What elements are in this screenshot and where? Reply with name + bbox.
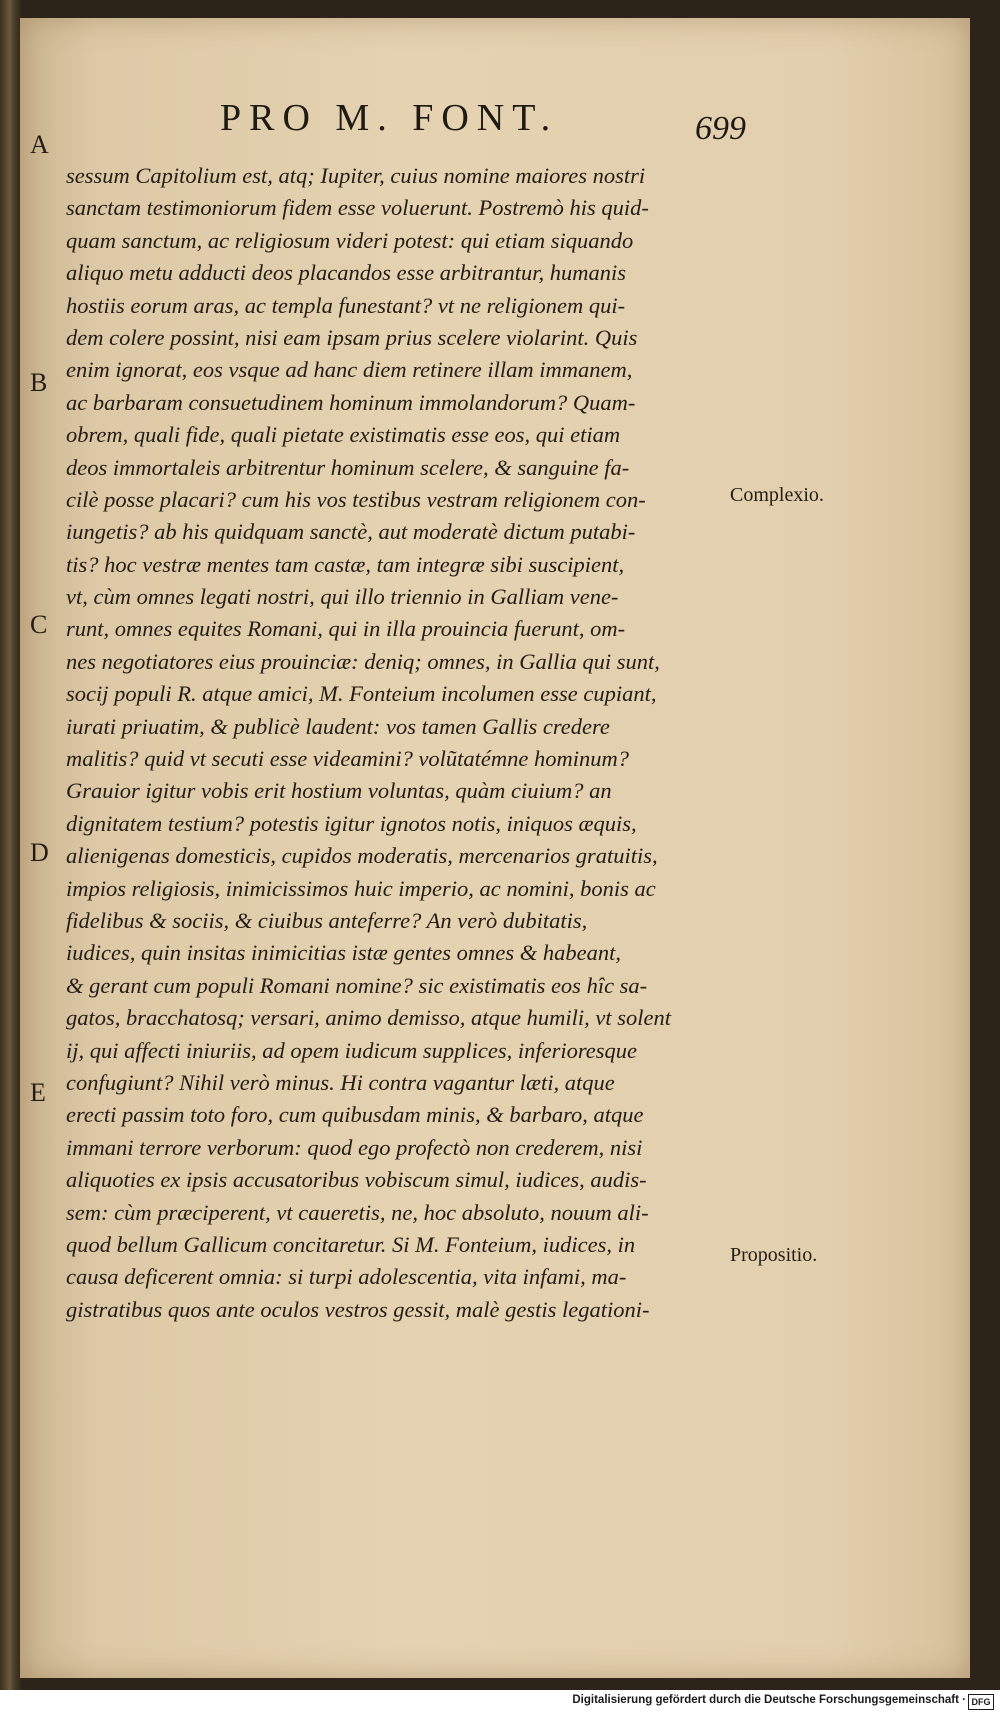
text-line: iudices, quin insitas inimicitias istæ gentes omnes & habeant, [66, 940, 621, 966]
section-letter-c: C [30, 610, 48, 639]
text-line: impios religiosis, inimicissimos huic imperio, ac nomini, bonis ac [66, 875, 656, 901]
marginal-note-complexio: Complexio. [730, 484, 824, 506]
text-line: quod bellum Gallicum concitaretur. Si M. Fonteium, iudices, in [66, 1231, 636, 1257]
section-letter-e: E [30, 1078, 46, 1107]
text-line: nes negotiatores eius prouinciæ: deniq; omnes, in Gallia qui sunt, [66, 648, 660, 674]
text-line: dignitatem testium? potestis igitur ignotos notis, iniquos æquis, [66, 810, 637, 836]
text-line: hostiis eorum aras, ac templa funestant? vt ne religionem qui- [66, 292, 626, 318]
text-line: tis? hoc vestræ mentes tam castæ, tam integræ sibi suscipient, [66, 551, 625, 577]
text-line: aliquoties ex ipsis accusatoribus vobiscum simul, iudices, audis- [66, 1167, 647, 1193]
text-line: sessum Capitolium est, atq; Iupiter, cuius nomine maiores nostri [66, 163, 646, 188]
text-line: cilè posse placari? cum his vos testibus vestram religionem con- [66, 486, 646, 512]
page-number: 699 [695, 110, 746, 147]
text-line: ij, qui affecti iniuriis, ad opem iudicum supplices, inferioresque [66, 1037, 637, 1063]
marginal-note-propositio: Propositio. [730, 1244, 818, 1266]
text-line: enim ignorat, eos vsque ad hanc diem retinere illam immanem, [66, 357, 633, 383]
running-head: PRO M. FONT. [220, 97, 559, 139]
text-line: alienigenas domesticis, cupidos moderatis, mercenarios gratuitis, [66, 843, 658, 869]
text-line: vt, cùm omnes legati nostri, qui illo triennio in Galliam vene- [66, 584, 619, 610]
book-page [20, 18, 970, 1678]
text-line: obrem, quali fide, quali pietate existimatis esse eos, qui etiam [66, 422, 621, 448]
footer-credit: Digitalisierung gefördert durch die Deutsche Forschungsgemeinschaft · [572, 1694, 966, 1706]
text-line: malitis? quid vt secuti esse videamini? volũtatémne hominum? [66, 746, 630, 772]
text-line: socij populi R. atque amici, M. Fonteium incolumen esse cupiant, [66, 681, 657, 707]
text-line: sanctam testimoniorum fidem esse voluerunt. Postremò his quid- [66, 195, 649, 221]
text-line: Grauior igitur vobis erit hostium voluntas, quàm ciuium? an [66, 778, 612, 804]
text-line: erecti passim toto foro, cum quibusdam minis, & barbaro, atque [66, 1102, 644, 1128]
text-line: ac barbaram consuetudinem hominum immolandorum? Quam- [66, 389, 636, 415]
section-letter-d: D [30, 838, 49, 867]
text-line: confugiunt? Nihil verò minus. Hi contra vagantur læti, atque [66, 1069, 615, 1095]
text-line: runt, omnes equites Romani, qui in illa prouincia fuerunt, om- [66, 616, 626, 642]
text-line: iungetis? ab his quidquam sanctè, aut moderatè dictum putabi- [66, 519, 636, 545]
text-line: causa deficerent omnia: si turpi adolescentia, vita infami, ma- [66, 1264, 627, 1290]
text-line: gistratibus quos ante oculos vestros gessit, malè gestis legationi- [66, 1296, 650, 1322]
section-letter-a: A [30, 130, 49, 159]
section-letter-b: B [30, 368, 48, 397]
text-line: aliquo metu adducti deos placandos esse arbitrantur, humanis [66, 260, 626, 286]
body-text [66, 160, 756, 1326]
text-line: iurati priuatim, & publicè laudent: vos tamen Gallis credere [66, 713, 610, 739]
text-line: & gerant cum populi Romani nomine? sic existimatis eos hîc sa- [66, 972, 648, 998]
text-line: quam sanctum, ac religiosum videri potest: qui etiam siquando [66, 227, 634, 253]
text-line: fidelibus & sociis, & ciuibus anteferre? An verò dubitatis, [66, 907, 588, 933]
text-line: gatos, bracchatosq; versari, animo demisso, atque humili, vt solent [66, 1005, 671, 1031]
text-line: dem colere possint, nisi eam ipsam prius scelere violarint. Quis [66, 324, 638, 350]
text-line: immani terrore verborum: quod ego profectò non crederem, nisi [66, 1134, 643, 1160]
dfg-logo-icon: DFG [968, 1694, 994, 1710]
text-line: sem: cùm præciperent, vt caueretis, ne, hoc absoluto, nouum ali- [66, 1199, 649, 1225]
text-line: deos immortaleis arbitrentur hominum scelere, & sanguine fa- [66, 454, 630, 480]
